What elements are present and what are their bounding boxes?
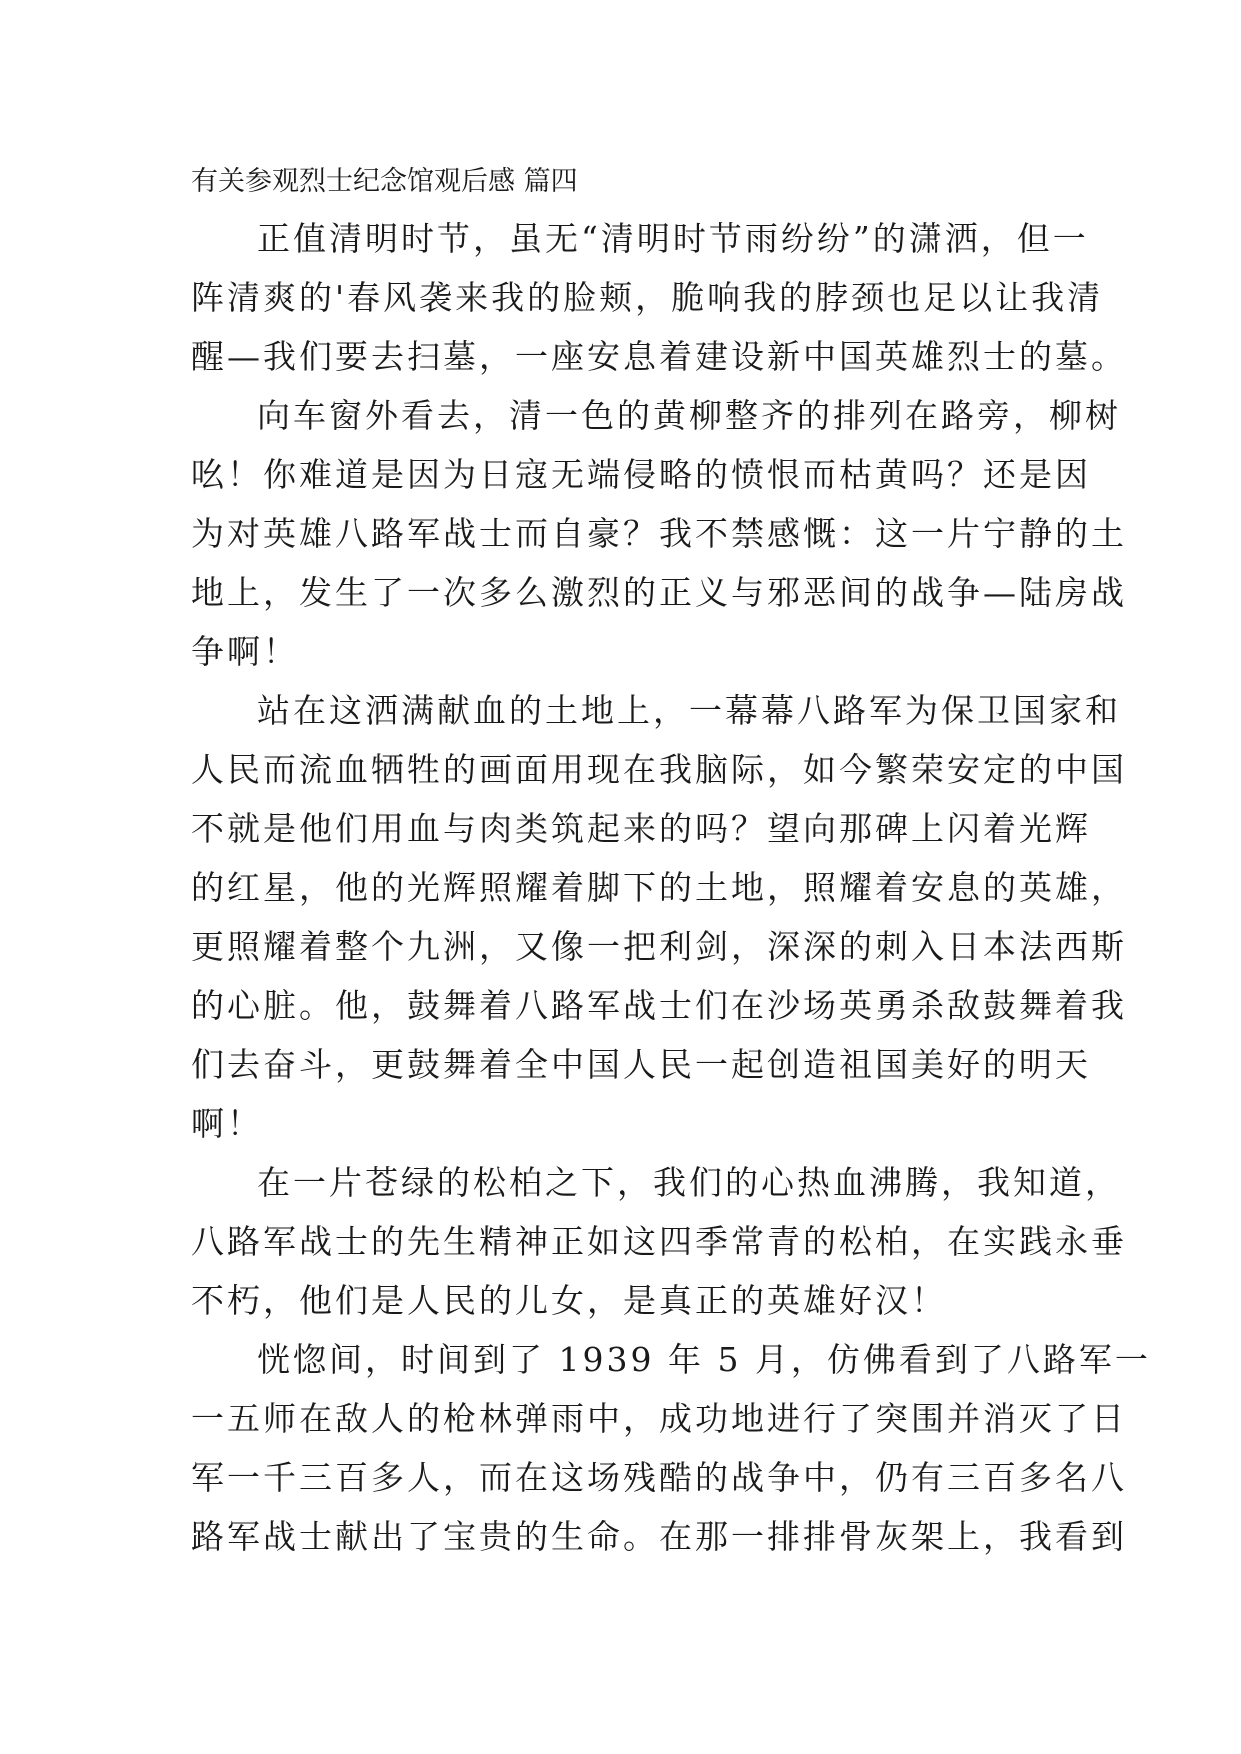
paragraph-line: 不就是他们用血与肉类筑起来的吗？望向那碑上闪着光辉 <box>191 809 1091 848</box>
paragraph-line: 为对英雄八路军战士而自豪？我不禁感慨：这一片宁静的土 <box>191 514 1127 553</box>
paragraph-line: 一五师在敌人的枪林弹雨中，成功地进行了突围并消灭了日 <box>191 1399 1127 1438</box>
paragraph-4 <box>191 1153 1127 1330</box>
paragraph-3 <box>191 681 1127 1153</box>
paragraph-line: 不朽，他们是人民的儿女，是真正的英雄好汉！ <box>191 1281 947 1320</box>
paragraph-line: 恍惚间，时间到了 1939 年 5 月，仿佛看到了八路军一 <box>257 1340 1151 1379</box>
paragraph-1 <box>191 209 1127 386</box>
paragraph-line: 的心脏。他，鼓舞着八路军战士们在沙场英勇杀敌鼓舞着我 <box>191 986 1127 1025</box>
paragraph-5 <box>191 1330 1151 1566</box>
paragraph-line: 阵清爽的'春风袭来我的脸颊，脆响我的脖颈也足以让我清 <box>191 278 1104 317</box>
paragraph-line: 正值清明时节，虽无“清明时节雨纷纷”的潇洒，但一 <box>257 219 1089 258</box>
paragraph-2 <box>191 386 1127 681</box>
paragraph-line: 吆！你难道是因为日寇无端侵略的愤恨而枯黄吗？还是因 <box>191 455 1091 494</box>
paragraph-line: 向车窗外看去，清一色的黄柳整齐的排列在路旁，柳树 <box>257 396 1121 435</box>
paragraph-line: 在一片苍绿的松柏之下，我们的心热血沸腾，我知道， <box>257 1163 1121 1202</box>
paragraph-line: 更照耀着整个九洲，又像一把利剑，深深的刺入日本法西斯 <box>191 927 1127 966</box>
document-body <box>191 163 1151 1566</box>
paragraph-line: 人民而流血牺牲的画面用现在我脑际，如今繁荣安定的中国 <box>191 750 1127 789</box>
document-title: 有关参观烈士纪念馆观后感 篇四 <box>191 166 578 197</box>
paragraph-line: 站在这洒满献血的土地上，一幕幕八路军为保卫国家和 <box>257 691 1121 730</box>
paragraph-line: 们去奋斗，更鼓舞着全中国人民一起创造祖国美好的明天 <box>191 1045 1091 1084</box>
paragraph-line: 啊！ <box>191 1104 263 1143</box>
paragraph-line: 醒—我们要去扫墓，一座安息着建设新中国英雄烈士的墓。 <box>191 337 1127 376</box>
paragraph-line: 地上，发生了一次多么激烈的正义与邪恶间的战争—陆房战 <box>191 573 1127 612</box>
paragraph-line: 的红星，他的光辉照耀着脚下的土地，照耀着安息的英雄， <box>191 868 1127 907</box>
paragraph-line: 路军战士献出了宝贵的生命。在那一排排骨灰架上，我看到 <box>191 1517 1127 1556</box>
paragraph-line: 争啊！ <box>191 632 299 671</box>
paragraph-line: 军一千三百多人，而在这场残酷的战争中，仍有三百多名八 <box>191 1458 1127 1497</box>
paragraph-line: 八路军战士的先生精神正如这四季常青的松柏，在实践永垂 <box>191 1222 1127 1261</box>
